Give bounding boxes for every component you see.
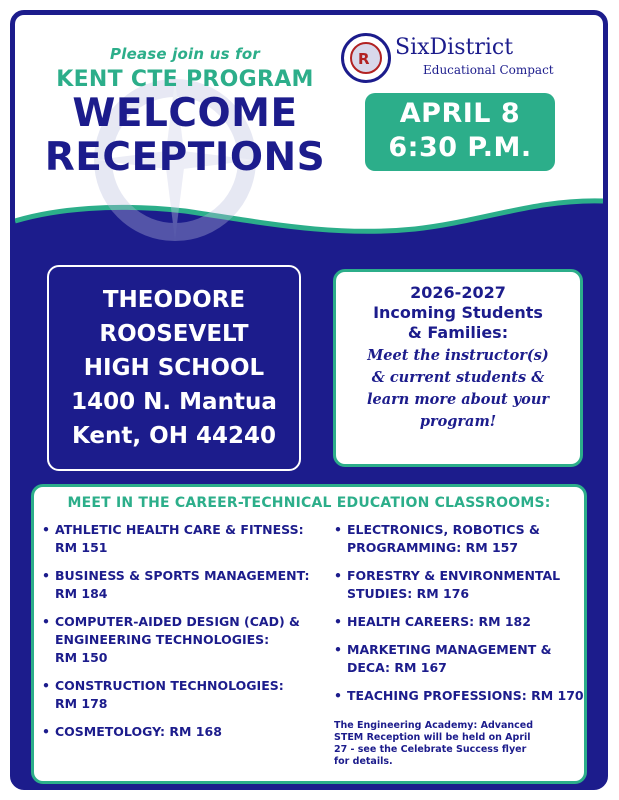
flyer-frame: [10, 10, 608, 790]
audience-line: Incoming Students: [373, 303, 543, 322]
classrooms-box: [31, 484, 587, 784]
seal-letter: R: [358, 50, 370, 68]
date-time-badge: [365, 93, 555, 171]
sixdistrict-logo: [337, 31, 587, 87]
audience-description: learn more about your: [366, 391, 550, 408]
list-item: • MARKETING MANAGEMENT & DECA: RM 167: [334, 642, 552, 675]
address-line: 1400 N. Mantua: [71, 389, 277, 415]
audience-description: program!: [419, 413, 497, 430]
audience-year: 2026-2027: [410, 283, 506, 302]
seal-icon: [341, 33, 391, 83]
event-heading: [35, 45, 335, 180]
invite-text: Please join us for: [110, 45, 260, 63]
title-line-1: WELCOME: [72, 91, 298, 136]
list-item: • COSMETOLOGY: RM 168: [42, 724, 222, 739]
engineering-academy-note: The Engineering Academy: Advanced STEM Reception will be held on April 27 - see the Celebrate Success flyer for details.: [334, 720, 533, 767]
audience-box: [333, 269, 583, 467]
logo-name: SixDistrict: [395, 35, 514, 60]
classrooms-list-right: [332, 521, 584, 715]
program-name: KENT CTE PROGRAM: [56, 67, 314, 92]
location-box: [47, 265, 301, 471]
address-line: Kent, OH 44240: [72, 423, 276, 449]
location-line: ROOSEVELT: [99, 321, 249, 347]
classrooms-list-left: [40, 521, 332, 751]
event-date: APRIL 8: [399, 98, 521, 129]
logo-subtitle: Educational Compact: [423, 63, 554, 77]
list-item: • BUSINESS & SPORTS MANAGEMENT: RM 184: [42, 568, 310, 601]
list-item: • HEALTH CAREERS: RM 182: [334, 614, 531, 629]
classrooms-heading: MEET IN THE CAREER-TECHNICAL EDUCATION CLASSROOMS:: [67, 495, 551, 511]
audience-description: Meet the instructor(s): [367, 347, 549, 364]
audience-description: & current students &: [371, 369, 545, 386]
location-line: HIGH SCHOOL: [83, 355, 265, 381]
list-item: • FORESTRY & ENVIRONMENTAL STUDIES: RM 176: [334, 568, 561, 601]
location-line: THEODORE: [102, 287, 246, 313]
event-time: 6:30 P.M.: [388, 132, 532, 163]
list-item: • ATHLETIC HEALTH CARE & FITNESS: RM 151: [42, 522, 304, 555]
title-line-2: RECEPTIONS: [44, 135, 326, 180]
list-item: • COMPUTER-AIDED DESIGN (CAD) & ENGINEERING TECHNOLOGIES: RM 150: [42, 614, 300, 665]
list-item: • TEACHING PROFESSIONS: RM 170: [334, 688, 584, 703]
list-item: • CONSTRUCTION TECHNOLOGIES: RM 178: [42, 678, 284, 711]
list-item: • ELECTRONICS, ROBOTICS & PROGRAMMING: RM 157: [334, 522, 540, 555]
audience-line: & Families:: [407, 323, 509, 342]
